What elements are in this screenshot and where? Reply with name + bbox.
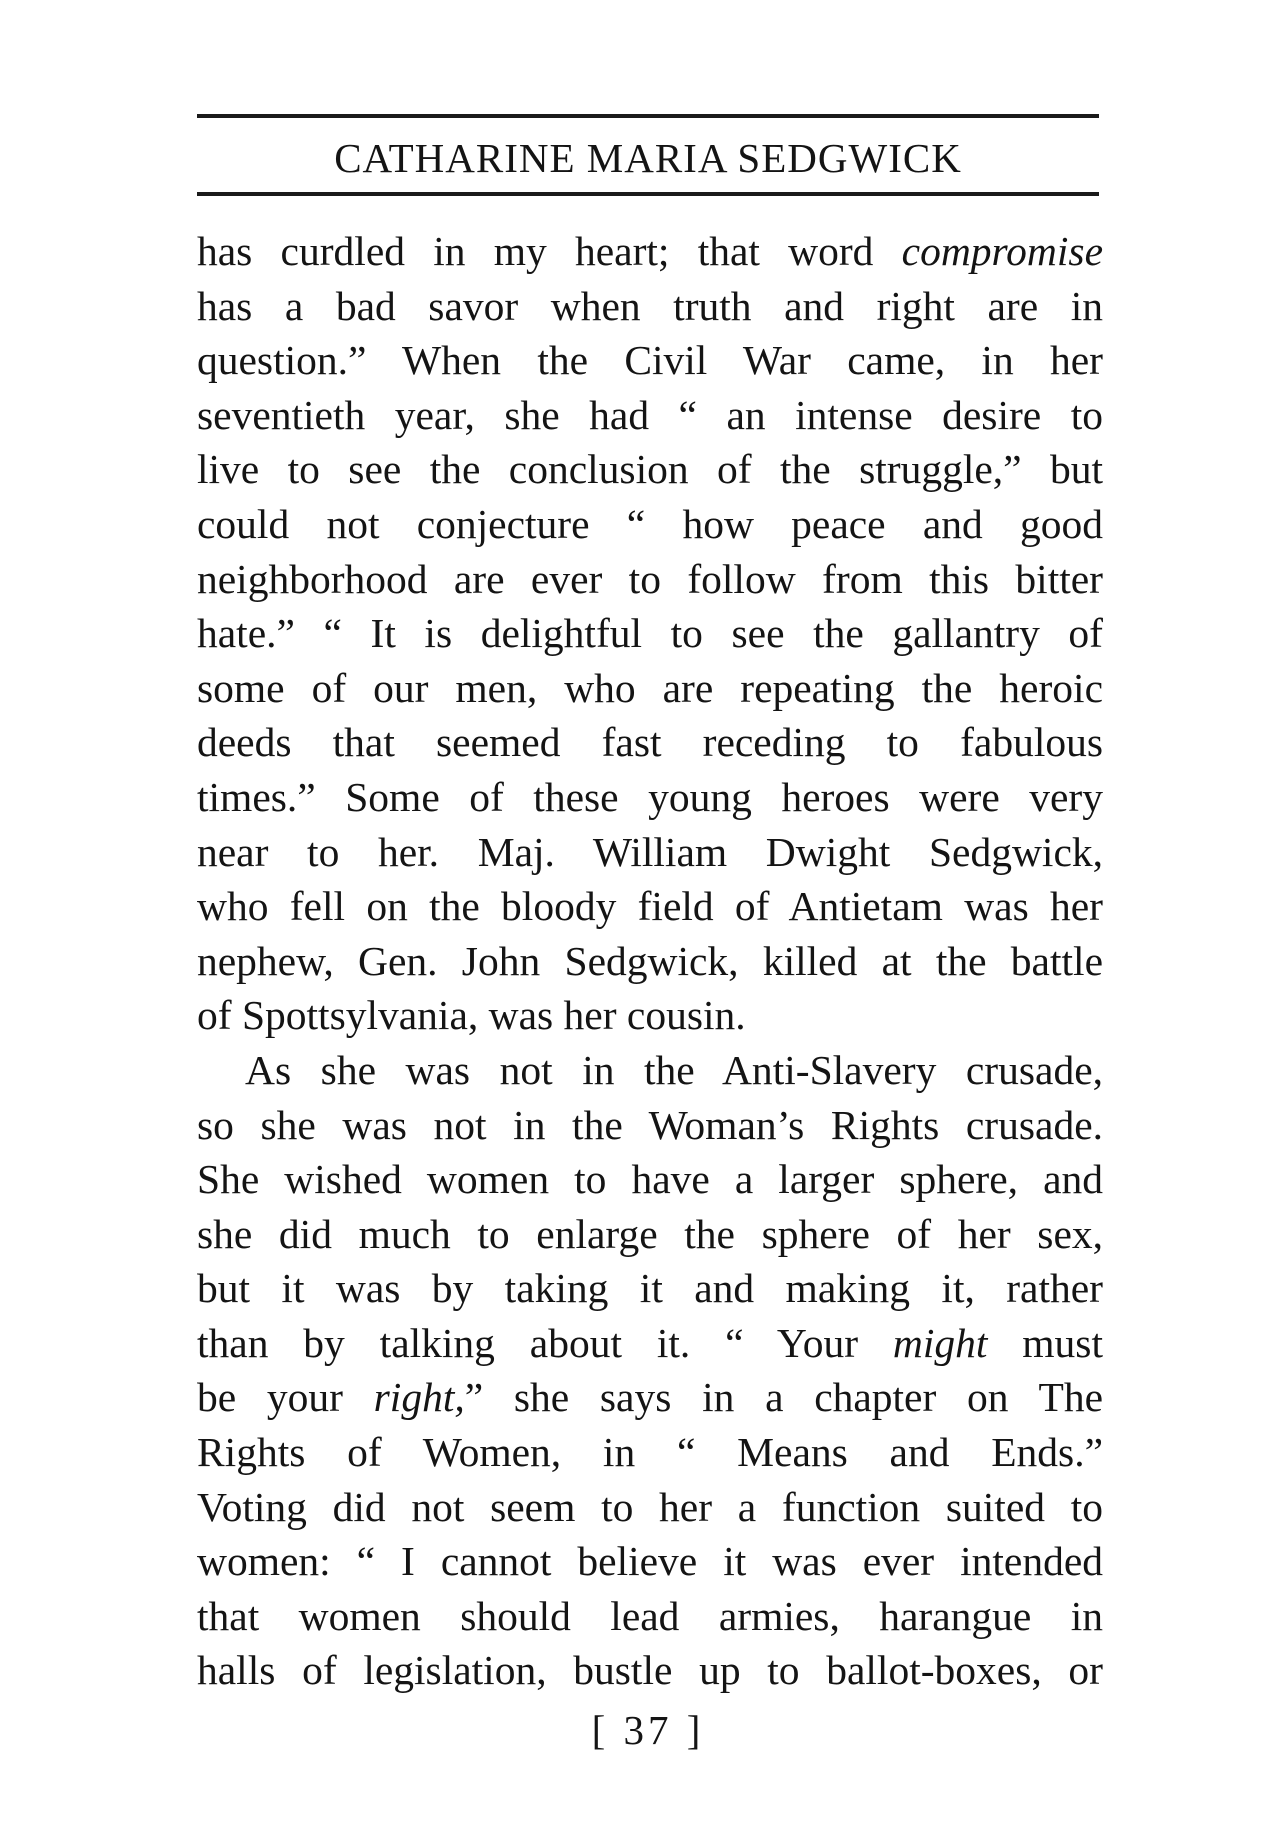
- text-line-15: of Spottsylvania, was her cousin.: [197, 992, 746, 1039]
- text-line-22: [197, 1370, 1103, 1425]
- text-line-24: Voting did not seem to her a function suited to: [197, 1483, 1103, 1530]
- running-header: CATHARINE MARIA SEDGWICK: [334, 135, 962, 181]
- text-line-5: live to see the conclusion of the struggle,” but: [197, 446, 1103, 493]
- text-line-14: nephew, Gen. John Sedgwick, killed at the battle: [197, 937, 1103, 984]
- text-line-4: seventieth year, she had “ an intense desire to: [197, 391, 1103, 438]
- page-body: [197, 224, 1103, 1698]
- line-21-italic: might: [892, 1319, 988, 1366]
- text-line-3: question.” When the Civil War came, in her: [197, 337, 1103, 384]
- text-line-26: that women should lead armies, harangue in: [197, 1592, 1103, 1639]
- text-line-25: women: “ I cannot believe it was ever intended: [197, 1538, 1103, 1585]
- line-22-after: ” she says in a chapter on The: [464, 1374, 1103, 1421]
- text-line-1: [197, 224, 1103, 279]
- text-line-9: some of our men, who are repeating the heroic: [197, 664, 1103, 711]
- text-line-27: halls of legislation, bustle up to ballot-boxes, or: [197, 1647, 1103, 1694]
- header-rule-top: [197, 114, 1099, 118]
- text-line-17: so she was not in the Woman’s Rights crusade.: [197, 1101, 1103, 1148]
- text-line-8: hate.” “ It is delightful to see the gallantry of: [197, 610, 1103, 657]
- header-rule-bottom: [197, 192, 1099, 196]
- line-21-after: must: [987, 1319, 1103, 1366]
- text-line-7: neighborhood are ever to follow from this bitter: [197, 555, 1103, 602]
- text-line-16: As she was not in the Anti-Slavery crusade,: [245, 1046, 1103, 1093]
- text-line-23: Rights of Women, in “ Means and Ends.”: [197, 1429, 1103, 1476]
- line-21-before: than by talking about it. “ Your: [197, 1319, 893, 1366]
- text-line-20: but it was by taking it and making it, rather: [197, 1265, 1103, 1312]
- text-line-6: could not conjecture “ how peace and good: [197, 500, 1103, 547]
- text-line-10: deeds that seemed fast receding to fabulous: [197, 719, 1103, 766]
- text-line-18: She wished women to have a larger sphere, and: [197, 1156, 1103, 1203]
- line-1-italic: compromise: [901, 228, 1103, 274]
- text-line-13: who fell on the bloody field of Antietam was her: [197, 883, 1103, 930]
- line-22-italic: right,: [373, 1374, 465, 1421]
- text-line-2: has a bad savor when truth and right are in: [197, 282, 1103, 329]
- text-line-19: she did much to enlarge the sphere of her sex,: [197, 1210, 1103, 1257]
- text-line-12: near to her. Maj. William Dwight Sedgwick,: [197, 828, 1103, 875]
- line-1-before: has curdled in my heart; that word: [197, 228, 902, 274]
- text-line-21: [197, 1316, 1103, 1371]
- line-22-before: be your: [197, 1374, 374, 1421]
- text-line-11: times.” Some of these young heroes were very: [197, 773, 1103, 820]
- page-number: [ 37 ]: [591, 1707, 705, 1753]
